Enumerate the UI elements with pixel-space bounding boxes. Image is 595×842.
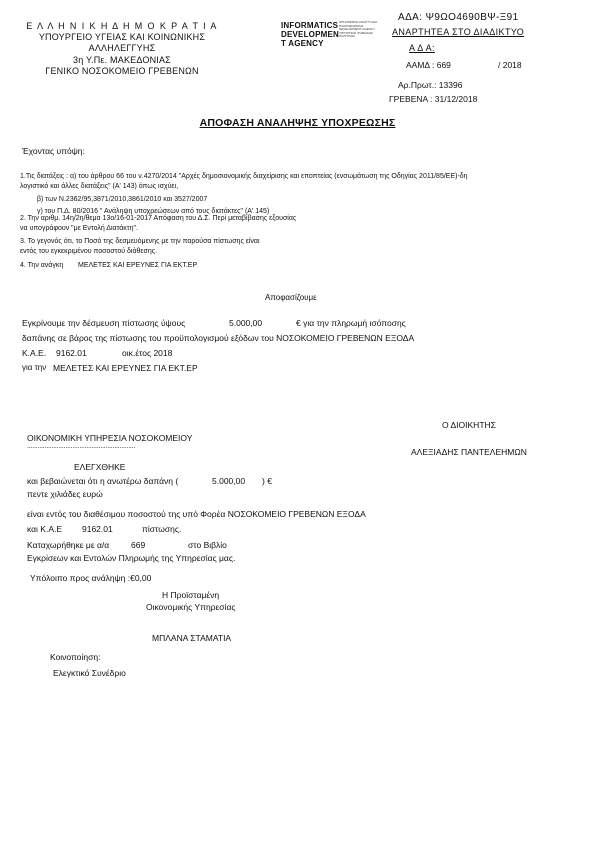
notify-label: Κοινοποίηση: <box>50 652 101 662</box>
budget-line-3: Εγκρίσεων και Εντολών Πληρωμής της Υπηρεσίας μας. <box>27 553 236 563</box>
item-2-line-b: να υπογράφουν "με Εντολή Διατάκτη". <box>20 225 138 232</box>
approval-kae: 9162.01 <box>56 348 87 358</box>
register-label: Καταχωρήθηκε με α/α <box>27 540 110 550</box>
finance-service: ΟΙΚΟΝΟΜΙΚΗ ΥΠΗΡΕΣΙΑ ΝΟΣΟΚΟΜΕΙΟΥ <box>27 433 193 443</box>
budget-kae-label: και Κ.Α.Ε <box>27 524 63 534</box>
protocol-number: Αρ.Πρωτ.: 13396 <box>398 80 463 90</box>
head-finance-title: Η Προϊσταμένη <box>162 590 220 600</box>
posted-label: ΑΝΑΡΤΗΤΕΑ ΣΤΟ ΔΙΑΔΙΚΤΥΟ <box>392 27 525 37</box>
logo-small-text: ΟΡΓΑΝΙΣΜΟΣ ΑΝΑΠΤΥΞΗΣ ΠΛΗΡΟΦΟΡΙΚΗΣ DEVELOPMENT AGENCY ΥΠΟΥΡΓΕΙΟ ΨΗΦΙΑΚΗΣ ΠΟΛΙΤΙΚΗΣ <box>339 20 378 39</box>
logo-line-1: INFORMATICS <box>281 21 339 30</box>
confirm-post: ) € <box>262 476 272 486</box>
place-date: ΓΡΕΒΕΝΑ : 31/12/2018 <box>389 94 478 104</box>
ministry-line-2: ΑΛΛΗΛΕΓΓΥΗΣ <box>88 43 156 53</box>
aamd-number: ΑΑΜΔ : 669 <box>406 60 451 70</box>
director-role: Ο ΔΙΟΙΚΗΤΗΣ <box>442 420 496 430</box>
approval-line-2: δαπάνης σε βάρος της πίστωσης του προϋπολογισμού εξόδων του ΝΟΣΟΚΟΜΕΙΟ ΓΡΕΒΕΝΩΝ ΕΞΟΔΑ <box>22 333 415 343</box>
amount-in-words: πεντε χιλιάδες ευρώ <box>27 489 103 499</box>
approval-line-1-pre: Εγκρίνουμε την δέσμευση πίστωσης ύψους <box>22 318 186 328</box>
decide-label: Αποφασίζουμε <box>265 293 317 302</box>
item-1-line-c: β) των Ν.2362/95,3871/2010,3861/2010 και 3527/2007 <box>37 196 208 203</box>
register-post: στο Βιβλίο <box>188 540 227 550</box>
republic-line: Ε Λ Λ Η Ν Ι Κ Η Δ Η Μ Ο Κ Ρ Α Τ Ι Α <box>26 21 218 31</box>
checked-label: ΕΛΕΓΧΘΗΚΕ <box>74 462 126 472</box>
item-3-line-a: 3. Το γεγονός ότι, το Ποσό της δεσμευόμενης με την παρούσα πίστωσης είναι <box>20 238 260 245</box>
document-title: ΑΠΟΦΑΣΗ ΑΝΑΛΗΨΗΣ ΥΠΟΧΡΕΩΣΗΣ <box>199 117 396 129</box>
budget-kae: 9162.01 <box>82 524 113 534</box>
approval-for-value: ΜΕΛΕΤΕΣ ΚΑΙ ΕΡΕΥΝΕΣ ΓΙΑ ΕΚΤ.ΕΡ <box>53 363 198 373</box>
aamd-year: / 2018 <box>498 60 522 70</box>
balance-line: Υπόλοιπο προς ανάληψη :€0,00 <box>30 573 152 583</box>
director-name: ΑΛΕΞΙΑΔΗΣ ΠΑΝΤΕΛΕΗΜΩΝ <box>411 447 527 457</box>
item-3-line-b: εντός του εγκεκριμένου ποσοστού διάθεσης. <box>20 248 158 255</box>
considering-label: Έχοντας υπόψη: <box>22 146 85 156</box>
hospital-line: ΓΕΝΙΚΟ ΝΟΣΟΚΟΜΕΙΟ ΓΡΕΒΕΝΩΝ <box>45 66 199 76</box>
ministry-line: ΥΠΟΥΡΓΕΙΟ ΥΓΕΙΑΣ ΚΑΙ ΚΟΙΝΩΝΙΚΗΣ <box>38 32 206 42</box>
head-finance-service: Οικονομικής Υπηρεσίας <box>146 602 236 612</box>
approval-line-1-post: € για την πληρωμή ισόποσης <box>296 318 406 328</box>
logo-line-3: T AGENCY <box>281 39 324 48</box>
ada-label: Α Δ Α: <box>409 43 435 53</box>
item-4-value: ΜΕΛΕΤΕΣ ΚΑΙ ΕΡΕΥΝΕΣ ΓΙΑ ΕΚΤ.ΕΡ <box>78 262 198 269</box>
item-2-line-a: 2. Την αριθμ. 14η/2η/θεμα 13ο/16-01-2017 Απόφαση του Δ.Σ. Περί μεταβίβασης εξουσίας <box>20 215 297 222</box>
item-1-line-d: γ) του Π.Δ. 80/2016 " Ανάληψη υποχρεώσεων από τους διατάκτες" (Α' 145) <box>37 208 270 215</box>
approval-amount: 5.000,00 <box>229 318 263 328</box>
approval-year: οικ.έτος 2018 <box>122 348 173 358</box>
notify-recipient: Ελεγκτικό Συνέδριο <box>53 668 126 678</box>
approval-kae-label: Κ.Α.Ε. <box>22 348 47 358</box>
approval-for-label: για την <box>22 363 47 372</box>
ada-code: ΑΔΑ: Ψ9ΩΟ4690ΒΨ-Ξ91 <box>398 12 519 23</box>
item-1-line-b: λογιστικό και άλλες διατάξεις" (Α' 143) όπως ισχύει, <box>20 183 179 190</box>
item-4-label: 4. Την ανάγκη <box>20 262 64 269</box>
confirm-amount: 5.000,00 <box>212 476 246 486</box>
budget-line-1: είναι εντός του διαθέσιμου ποσοστού της υπό Φορέα ΝΟΣΟΚΟΜΕΙΟ ΓΡΕΒΕΝΩΝ ΕΞΟΔΑ <box>27 509 366 519</box>
register-number: 669 <box>131 540 146 550</box>
signature-dots: .............................................................. <box>27 443 136 450</box>
confirm-pre: και βεβαιώνεται ότι η ανωτέρω δαπάνη ( <box>27 476 179 486</box>
head-finance-name: ΜΠΛΑΝΑ ΣΤΑΜΑΤΙΑ <box>152 633 232 643</box>
item-1-line-a: 1.Τις διατάξεις : α) του άρθρου 66 του ν.4270/2014 "Αρχές δημοσιονομικής διαχείρισης και εποπτείας (ενσωμάτωση της Οδηγίας 2011/85/ΕΕ)-δη <box>20 173 468 180</box>
health-region-line: 3η Υ.Πε. ΜΑΚΕΔΟΝΙΑΣ <box>73 55 171 65</box>
logo-line-2: DEVELOPMEN <box>281 30 340 39</box>
budget-kae-post: πίστωσης. <box>142 524 182 534</box>
